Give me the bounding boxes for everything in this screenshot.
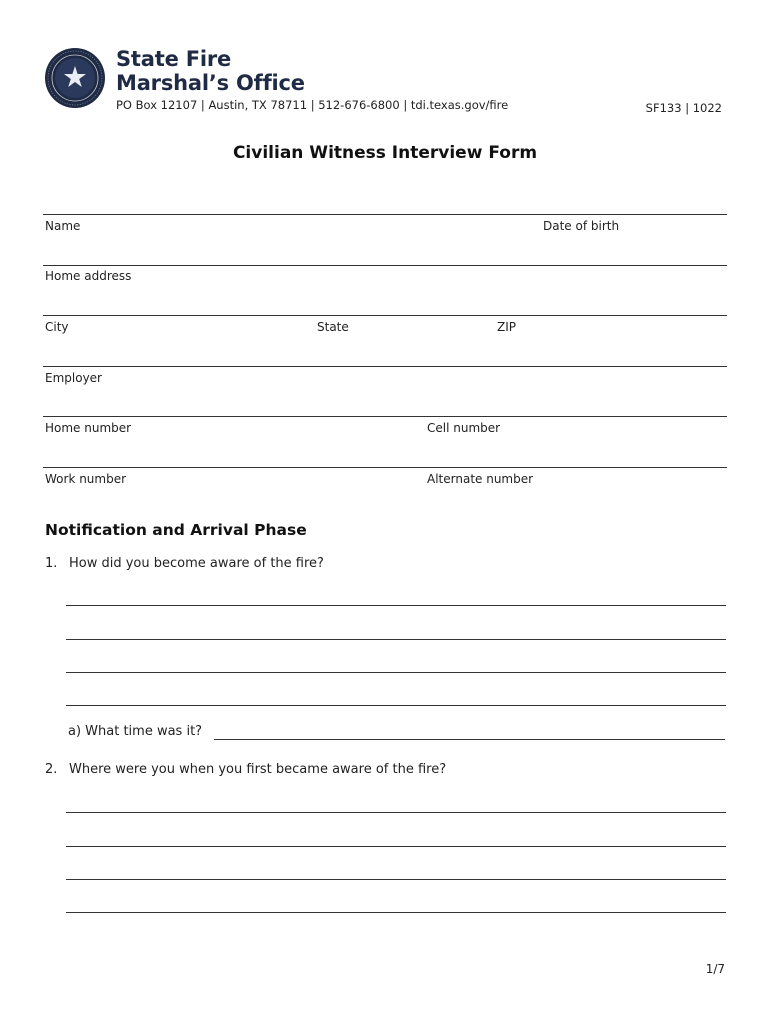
home-number-label: Home number: [45, 421, 132, 435]
section-heading: Notification and Arrival Phase: [45, 521, 307, 539]
form-number: SF133 | 1022: [645, 101, 722, 115]
question-1a-text: a) What time was it?: [68, 724, 203, 739]
answer-line[interactable]: [66, 705, 726, 706]
question-number: 2.: [45, 762, 58, 777]
question-1-text: How did you become aware of the fire?: [69, 556, 324, 571]
field-divider: [43, 265, 727, 266]
question-2: [45, 762, 446, 777]
answer-line[interactable]: [66, 846, 726, 847]
organization-name-line1: State Fire: [116, 47, 232, 71]
home-address-label: Home address: [45, 269, 132, 283]
work-number-label: Work number: [45, 472, 127, 486]
cell-number-label: Cell number: [427, 421, 501, 435]
answer-line[interactable]: [66, 879, 726, 880]
answer-line[interactable]: [66, 672, 726, 673]
question-2-text: Where were you when you first became aware of the fire?: [69, 762, 447, 777]
employer-label: Employer: [45, 371, 102, 385]
zip-label: ZIP: [497, 320, 516, 334]
field-divider: [43, 214, 727, 215]
state-label: State: [317, 320, 349, 334]
field-divider: [43, 315, 727, 316]
name-label: Name: [45, 219, 81, 233]
question-number: 1.: [45, 556, 58, 571]
answer-line[interactable]: [66, 812, 726, 813]
contact-info: PO Box 12107 | Austin, TX 78711 | 512-676-6800 | tdi.texas.gov/fire: [116, 98, 509, 112]
field-divider: [43, 467, 727, 468]
state-fire-marshal-seal-icon: [44, 47, 106, 109]
time-answer-line[interactable]: [214, 739, 725, 740]
page-number: 1/7: [705, 962, 725, 976]
question-1: [45, 556, 324, 571]
form-title: Civilian Witness Interview Form: [232, 143, 538, 163]
organization-name: [116, 47, 305, 95]
answer-line[interactable]: [66, 605, 726, 606]
field-divider: [43, 366, 727, 367]
answer-line[interactable]: [66, 639, 726, 640]
city-label: City: [45, 320, 69, 334]
answer-line[interactable]: [66, 912, 726, 913]
alternate-number-label: Alternate number: [427, 472, 534, 486]
field-divider: [43, 416, 727, 417]
organization-name-line2: Marshal’s Office: [116, 71, 305, 95]
dob-label: Date of birth: [543, 219, 620, 233]
